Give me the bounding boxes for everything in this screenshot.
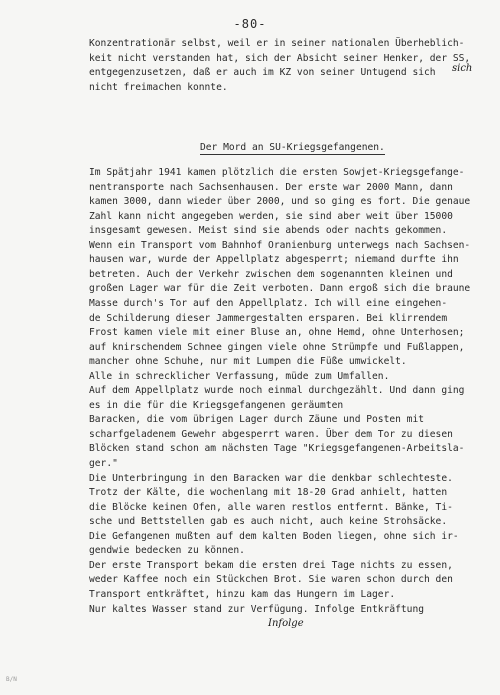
text-line: auf knirschendem Schnee gingen viele ohne Strümpfe und Fußlappen,	[89, 341, 465, 353]
text-line: sche und Bettstellen gab es auch nicht, auch keine Strohsäcke.	[89, 516, 448, 528]
page-number: -80-	[233, 17, 267, 31]
text-line: weder Kaffee noch ein Stückchen Brot. Sie waren schon durch den	[89, 574, 453, 586]
text-line: Alle in schrecklicher Verfassung, müde zum Umfallen.	[89, 370, 390, 382]
text-line: keit nicht verstanden hat, sich der Absicht seiner Henker, der SS,	[89, 52, 471, 64]
text-line: mancher ohne Schuhe, nur mit Lumpen die Füße umwickelt.	[89, 356, 407, 368]
text-line: hausen war, wurde der Appellplatz abgesperrt; niemand durfte ihn	[89, 254, 459, 266]
text-line: nentransporte nach Sachsenhausen. Der erste war 2000 Mann, dann	[89, 181, 453, 193]
text-line: betreten. Auch der Verkehr zwischen dem sogenannten kleinen und	[89, 268, 453, 280]
text-line: Auf dem Appellplatz wurde noch einmal durchgezählt. Und dann ging	[89, 385, 465, 397]
text-line: Blöcken stand schon am nächsten Tage "Kriegsgefangenen-Arbeitsla-	[89, 443, 465, 455]
text-line: Trotz der Kälte, die wochenlang mit 18-20 Grad anhielt, hatten	[89, 487, 448, 499]
handwritten-correction: Infolge	[268, 618, 304, 629]
text-line: Konzentrationär selbst, weil er in seiner nationalen Überheblich-	[89, 38, 465, 49]
archive-stamp: B/N	[6, 676, 17, 683]
section-heading: Der Mord an SU-Kriegsgefangenen.	[200, 142, 385, 153]
text-line: kamen 3000, dann wieder über 2000, und so ging es fort. Die genaue	[89, 196, 471, 208]
text-line: die Blöcke keinen Ofen, alle waren restlos entfernt. Bänke, Ti-	[89, 501, 453, 513]
text-line: Nur kaltes Wasser stand zur Verfügung. Infolge Entkräftung	[89, 603, 425, 615]
handwritten-correction: sich	[452, 63, 473, 74]
text-line: scharfgeladenem Gewehr abgesperrt waren. Über dem Tor zu diesen	[89, 428, 453, 440]
text-line: entgegenzusetzen, daß er auch im KZ von seiner Untugend sich	[89, 67, 436, 78]
text-line: Masse durch's Tor auf den Appellplatz. Ich will eine eingehen-	[89, 297, 448, 309]
text-line: es in die für die Kriegsgefangenen geräumten	[89, 399, 344, 411]
text-line: Die Gefangenen mußten auf dem kalten Boden liegen, ohne sich ir-	[89, 530, 459, 542]
text-line: Baracken, die vom übrigen Lager durch Zäune und Posten mit	[89, 414, 425, 426]
text-line: Wenn ein Transport vom Bahnhof Oranienburg unterwegs nach Sachsen-	[89, 239, 471, 251]
text-line: großen Lager war für die Zeit verboten. Dann ergoß sich die braune	[89, 283, 471, 295]
text-line: nicht freimachen konnte.	[89, 81, 228, 93]
text-line: gendwie bedecken zu können.	[89, 545, 245, 557]
text-line: Transport entkräftet, hinzu kam das Hungern im Lager.	[89, 588, 396, 600]
text-line: Zahl kann nicht angegeben werden, sie sind aber weit über 15000	[89, 210, 453, 222]
text-line: ger."	[89, 458, 118, 469]
text-line: insgesamt gewesen. Meist sind sie abends oder nachts gekommen.	[89, 225, 448, 237]
text-line: Die Unterbringung in den Baracken war die denkbar schlechteste.	[89, 472, 453, 484]
text-line: Frost kamen viele mit einer Bluse an, ohne Hemd, ohne Unterhosen;	[89, 327, 465, 339]
text-line: Der erste Transport bekam die ersten drei Tage nichts zu essen,	[89, 559, 453, 571]
text-line: de Schilderung dieser Jammergestalten ersparen. Bei klirrendem	[89, 312, 448, 324]
text-line: Im Spätjahr 1941 kamen plötzlich die ersten Sowjet-Kriegsgefange-	[89, 167, 465, 178]
